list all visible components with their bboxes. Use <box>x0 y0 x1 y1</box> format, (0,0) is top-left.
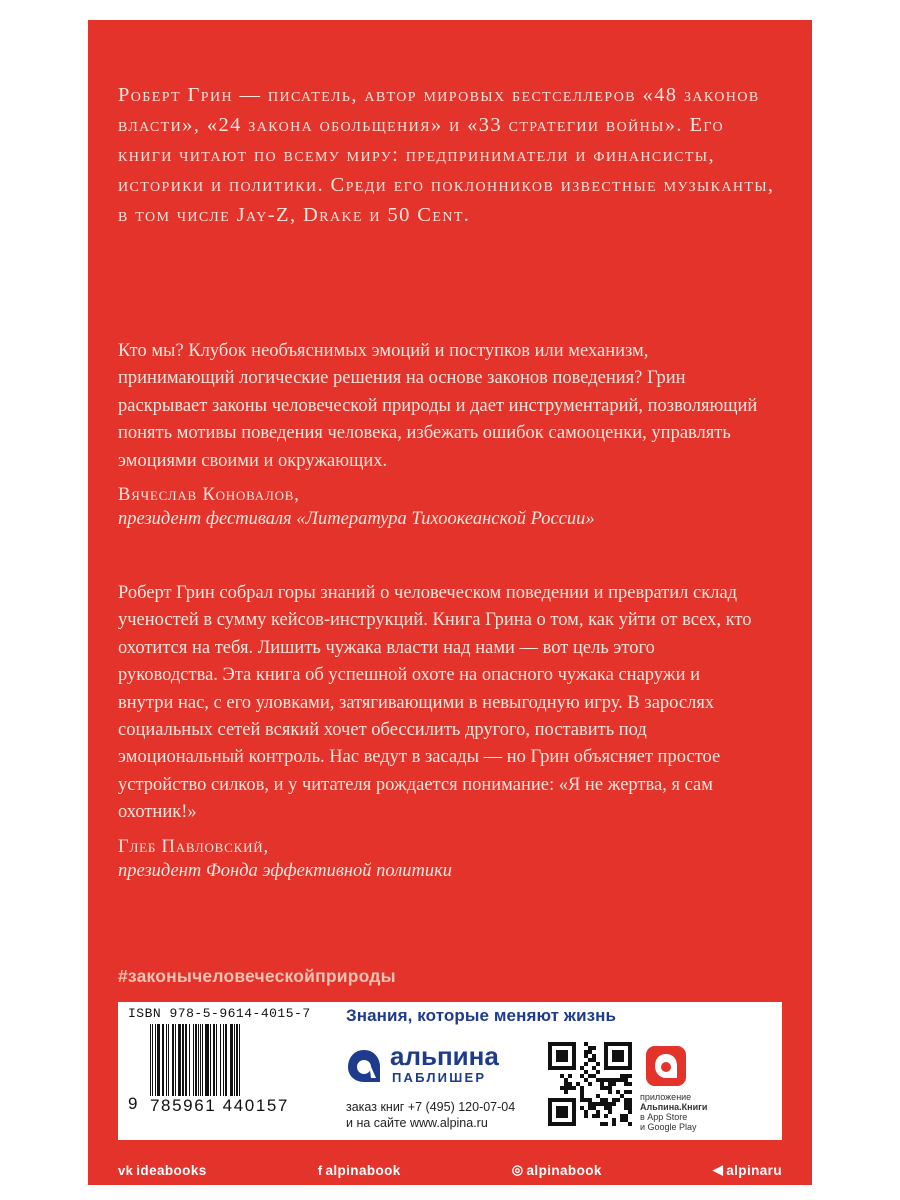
social-label: alpinabook <box>526 1162 602 1178</box>
review-konovalov <box>118 338 758 531</box>
facebook-icon: f <box>317 1162 323 1178</box>
social-instagram[interactable] <box>512 1158 602 1182</box>
social-facebook[interactable] <box>318 1158 401 1182</box>
review-text: Роберт Грин собрал горы знаний о человеческом поведении и превратил склад ученостей в сумму кейсов-инструкций. Книга Грина о том, как уйти от всех, кто охотится на тебя. Лишить чужака власти над нами — вот цель этого руководства. Эта книга об успешной охоте на опасного чужака снаружи и внутри нас, с его уловками, затягивающими в невыгодную игру. В зарослях социальных сетей всякий хочет обессилить другого, поставить под эмоциональный контроль. Нас ведут в засады — но Грин объясняет простое устройство силков, и у читателя рождается понимание: «Я не жертва, я сам охотник!» <box>118 583 752 823</box>
social-vk[interactable] <box>118 1158 207 1182</box>
qr-code <box>548 1042 632 1126</box>
publisher-panel <box>118 1002 782 1140</box>
reviewer-name: Вячеслав Коновалов, <box>118 485 300 506</box>
order-website: и на сайте www.alpina.ru <box>346 1116 488 1130</box>
review-pavlovsky <box>118 580 758 883</box>
review-signature <box>118 835 758 883</box>
alpina-app-icon <box>646 1046 686 1086</box>
publisher-subtitle: ПАБЛИШЕР <box>392 1070 487 1085</box>
publisher-name: альпина <box>390 1041 499 1071</box>
app-text-line: в App Store <box>640 1112 688 1122</box>
social-label: alpinaru <box>726 1162 782 1178</box>
publisher-tagline: Знания, которые меняют жизнь <box>346 1006 617 1025</box>
reviewer-name: Глеб Павловский, <box>118 836 269 857</box>
telegram-icon: ◀ <box>712 1162 724 1177</box>
app-text-line: и Google Play <box>640 1122 697 1132</box>
app-text-line: приложение <box>640 1092 692 1102</box>
social-telegram[interactable] <box>713 1158 782 1182</box>
vk-icon: vk <box>118 1162 134 1178</box>
reviewer-role: президент Фонда эффективной политики <box>118 860 453 881</box>
barcode-lead-digit: 9 <box>128 1094 138 1113</box>
social-label: ideabooks <box>136 1162 207 1178</box>
social-label: alpinabook <box>325 1162 401 1178</box>
order-phone: заказ книг +7 (495) 120-07-04 <box>346 1100 516 1114</box>
instagram-icon: ◎ <box>511 1162 524 1177</box>
reviewer-role: президент фестиваля «Литература Тихоокеанской России» <box>118 509 595 530</box>
author-bio: Роберт Грин — писатель, автор мировых бестселлеров «48 законов власти», «24 закона обольщения» и «33 стратегии войны». Его книги читают по всему миру: предприниматели и финансисты, историки и политики. Среди его поклонников известные музыканты, в том числе Jay-Z, Drake и 50 Cent. <box>118 84 775 226</box>
order-info <box>346 1099 515 1131</box>
review-text: Кто мы? Клубок необъяснимых эмоций и поступков или механизм, принимающий логические решения на основе законов поведения? Грин раскрывает законы человеческой природы и дает инструментарий, позволяющий понять мотивы поведения человека, избежать ошибок самооценки, управлять эмоциями своими и окружающих. <box>118 341 758 471</box>
book-back-cover <box>88 20 812 1185</box>
hashtag: #законычеловеческойприроды <box>118 966 396 986</box>
alpina-logo-icon <box>346 1048 382 1084</box>
review-signature <box>118 483 758 531</box>
social-links <box>118 1158 782 1182</box>
barcode-digits: 785961 440157 <box>150 1096 322 1116</box>
app-store-info <box>640 1092 760 1132</box>
app-text-line: Альпина.Книги <box>640 1102 708 1112</box>
isbn-label: ISBN 978-5-9614-4015-7 <box>128 1006 311 1021</box>
